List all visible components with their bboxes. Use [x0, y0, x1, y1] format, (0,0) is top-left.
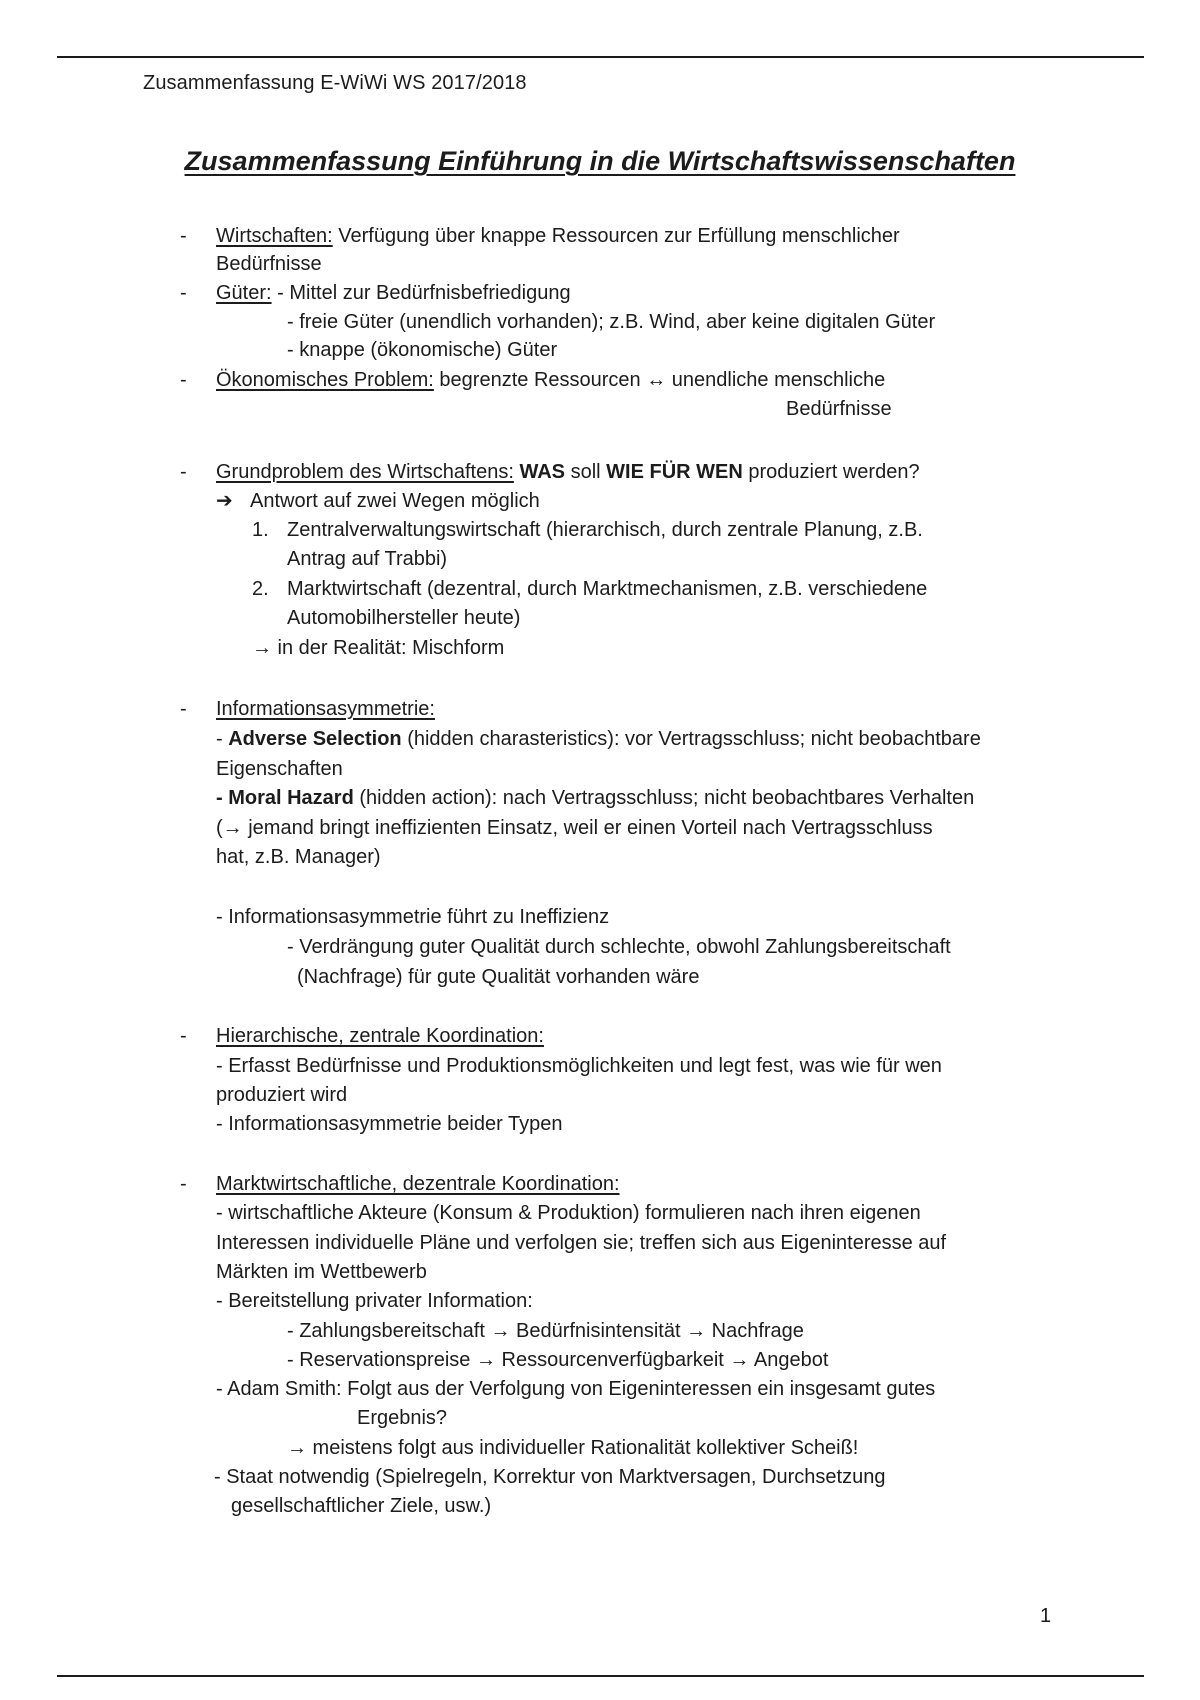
page-title: Zusammenfassung Einführung in die Wirtschaftswissenschaften: [184, 146, 1016, 176]
term-informationsasymmetrie: Informationsasymmetrie:: [216, 698, 435, 720]
list-item-2-line-1: Marktwirtschaft (dezentral, durch Marktmechanismen, z.B. verschiedene: [287, 578, 928, 600]
footer-rule: [57, 1675, 1144, 1677]
markt-line-4: - Bereitstellung privater Information:: [216, 1290, 533, 1312]
adverse-selection-line-1: - Adverse Selection (hidden charasteristics): vor Vertragsschluss; nicht beobachtbare: [216, 728, 981, 750]
arrow-right-icon: ➔: [216, 490, 233, 512]
markt-line-3: Märkten im Wettbewerb: [216, 1261, 427, 1283]
hierarchisch-line-1: - Erfasst Bedürfnisse und Produktionsmöglichkeiten und legt fest, was wie für wen: [216, 1055, 942, 1077]
moral-hazard-line-3: hat, z.B. Manager): [216, 846, 381, 868]
hierarchisch-line-2: produziert wird: [216, 1084, 348, 1106]
bullet-dash: -: [180, 1025, 187, 1047]
term-hierarchische-koordination: Hierarchische, zentrale Koordination:: [216, 1025, 544, 1047]
hierarchisch-line-3: - Informationsasymmetrie beider Typen: [216, 1113, 563, 1135]
list-item-number: 2.: [252, 578, 269, 600]
markt-line-1: - wirtschaftliche Akteure (Konsum & Produktion) formulieren nach ihren eigenen: [216, 1202, 921, 1224]
adverse-selection-line-2: Eigenschaften: [216, 758, 343, 780]
ineffizienz-line-1: - Informationsasymmetrie führt zu Ineffizienz: [216, 906, 610, 928]
wirtschaften-line-1: Wirtschaften: Verfügung über knappe Ressourcen zur Erfüllung menschlicher: [216, 225, 900, 247]
markt-line-5: - Zahlungsbereitschaft → Bedürfnisintensität → Nachfrage: [287, 1320, 804, 1342]
wirtschaften-line-2: Bedürfnisse: [216, 253, 322, 275]
bullet-dash: -: [180, 698, 187, 720]
bullet-dash: -: [180, 461, 187, 483]
markt-line-9: → meistens folgt aus individueller Rationalität kollektiver Scheiß!: [287, 1437, 859, 1459]
bullet-dash: -: [180, 1173, 187, 1195]
list-item-1-line-2: Antrag auf Trabbi): [287, 548, 448, 570]
markt-line-6: - Reservationspreise → Ressourcenverfügbarkeit → Angebot: [287, 1349, 829, 1371]
markt-line-11: gesellschaftlicher Ziele, usw.): [231, 1495, 492, 1517]
grundproblem-reality: → in der Realität: Mischform: [252, 637, 505, 659]
term-marktwirtschaftliche-koordination: Marktwirtschaftliche, dezentrale Koordination:: [216, 1173, 620, 1195]
moral-hazard-line-1: - Moral Hazard (hidden action): nach Vertragsschluss; nicht beobachtbares Verhalten: [216, 787, 975, 809]
markt-line-8: Ergebnis?: [357, 1407, 448, 1429]
bullet-dash: -: [180, 369, 187, 391]
term-gueter: Güter:: [216, 282, 272, 304]
term-oekonomisches-problem: Ökonomisches Problem:: [216, 369, 434, 391]
markt-line-7: - Adam Smith: Folgt aus der Verfolgung von Eigeninteressen ein insgesamt gutes: [216, 1378, 936, 1400]
bullet-dash: -: [180, 225, 187, 247]
gueter-line-1: Güter: - Mittel zur Bedürfnisbefriedigung: [216, 282, 571, 304]
grundproblem-line-1: Grundproblem des Wirtschaftens: WAS soll WIE FÜR WEN produziert werden?: [216, 461, 920, 483]
term-wirtschaften: Wirtschaften:: [216, 225, 333, 247]
term-grundproblem: Grundproblem des Wirtschaftens:: [216, 461, 514, 483]
gueter-line-2: - freie Güter (unendlich vorhanden); z.B. Wind, aber keine digitalen Güter: [287, 311, 936, 333]
oekonomisches-problem-line-2: Bedürfnisse: [786, 398, 892, 420]
grundproblem-answer: ➔ Antwort auf zwei Wegen möglich: [216, 487, 540, 515]
list-item-1-line-1: Zentralverwaltungswirtschaft (hierarchisch, durch zentrale Planung, z.B.: [287, 519, 923, 541]
markt-line-10: - Staat notwendig (Spielregeln, Korrektur von Marktversagen, Durchsetzung: [214, 1466, 886, 1488]
oekonomisches-problem-line-1: Ökonomisches Problem: begrenzte Ressourcen ↔ unendliche menschliche: [216, 369, 886, 391]
list-item-number: 1.: [252, 519, 269, 541]
markt-line-2: Interessen individuelle Pläne und verfolgen sie; treffen sich aus Eigeninteresse auf: [216, 1232, 947, 1254]
moral-hazard-line-2: (→ jemand bringt ineffizienten Einsatz, weil er einen Vorteil nach Vertragsschluss: [216, 817, 933, 839]
page-header: Zusammenfassung E-WiWi WS 2017/2018: [143, 72, 527, 94]
list-item-2-line-2: Automobilhersteller heute): [287, 607, 521, 629]
ineffizienz-line-2: - Verdrängung guter Qualität durch schlechte, obwohl Zahlungsbereitschaft: [287, 936, 951, 958]
gueter-line-3: - knappe (ökonomische) Güter: [287, 339, 558, 361]
page-number: 1: [1040, 1605, 1052, 1627]
bullet-dash: -: [180, 282, 187, 304]
header-rule: [57, 56, 1144, 58]
ineffizienz-line-3: (Nachfrage) für gute Qualität vorhanden wäre: [297, 966, 700, 988]
